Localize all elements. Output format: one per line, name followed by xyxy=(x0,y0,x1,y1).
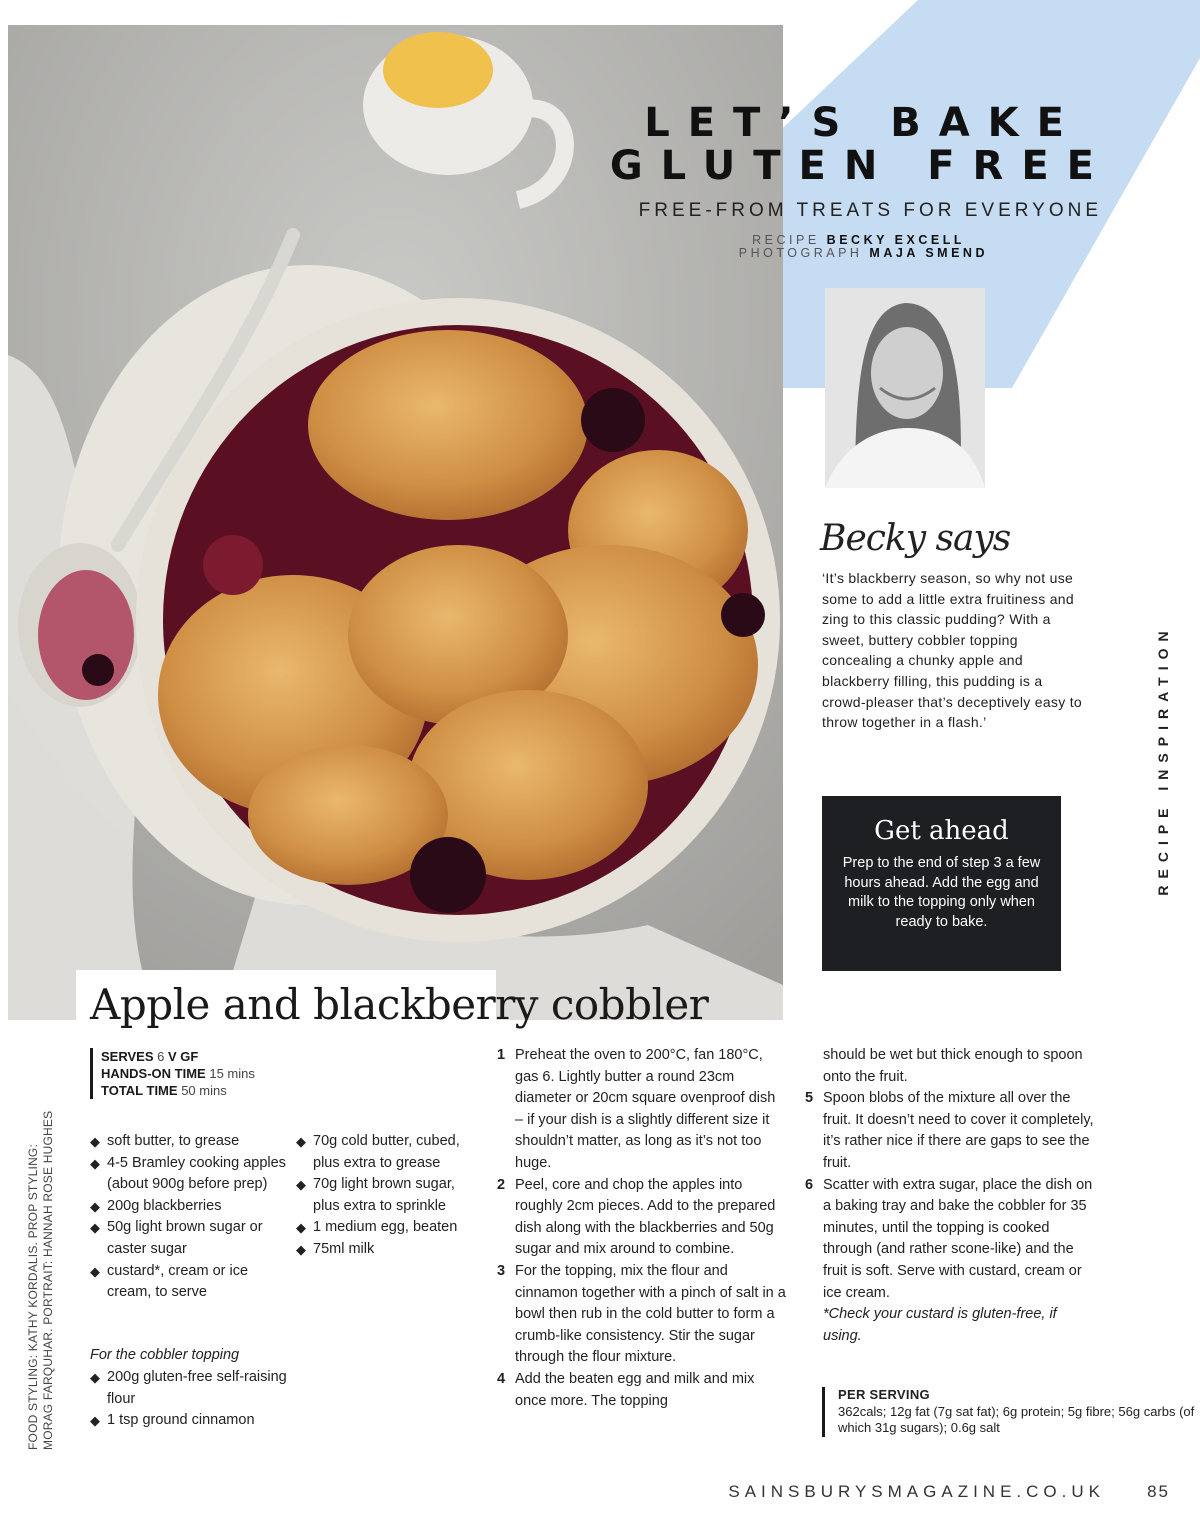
topping-heading: For the cobbler topping xyxy=(90,1347,240,1363)
ingredient-item: ◆ 70g cold butter, cubed, plus extra to grease xyxy=(296,1131,466,1174)
method-step xyxy=(497,1261,787,1369)
ingredient-item: ◆ 4-5 Bramley cooking apples (about 900g before prep) xyxy=(90,1153,290,1196)
page-subtitle: FREE-FROM TREATS FOR EVERYONE xyxy=(638,200,1102,221)
serves-label: SERVES xyxy=(101,1049,154,1064)
ingredients-column-1 xyxy=(90,1131,290,1304)
photo-credit-label: PHOTOGRAPH xyxy=(738,246,863,260)
method-step xyxy=(497,1045,787,1175)
per-serving-label: PER SERVING xyxy=(838,1387,930,1402)
per-serving-text: 362cals; 12g fat (7g sat fat); 6g protein; 5g fibre; 56g carbs (of which 31g sugars); 0.6g salt xyxy=(838,1403,1195,1436)
get-ahead-title: Get ahead xyxy=(874,816,1009,846)
custard-footnote: *Check your custard is gluten-free, if using. xyxy=(823,1306,1057,1344)
hands-on-value: 15 mins xyxy=(209,1066,255,1081)
section-side-label xyxy=(1146,600,1180,920)
recipe-credit-label: RECIPE xyxy=(752,233,820,247)
ingredient-item: ◆ 1 tsp ground cinnamon xyxy=(90,1410,290,1432)
ingredient-item: ◆ 50g light brown sugar or caster sugar xyxy=(90,1217,290,1260)
ingredient-item: ◆ 70g light brown sugar, plus extra to sprinkle xyxy=(296,1174,466,1217)
serves-value: 6 xyxy=(157,1049,165,1064)
method-column-2 xyxy=(805,1045,1095,1347)
page-number: 85 xyxy=(1147,1482,1170,1501)
styling-credits-line-1: FOOD STYLING: KATHY KORDALIS. PROP STYLING: xyxy=(26,1143,40,1450)
photo-credit xyxy=(739,246,988,260)
step-text: Preheat the oven to 200°C, fan 180°C, gas 6. Lightly butter a round 23cm diameter or 20cm square ovenproof dish – if your dish is a slightly different size it shouldn’t matter, as long as it’s not too huge. xyxy=(515,1047,776,1171)
photo-credit-name: MAJA SMEND xyxy=(869,246,988,260)
step-number: 6 xyxy=(805,1176,814,1193)
step-number: 4 xyxy=(497,1370,506,1387)
topping-ingredients xyxy=(90,1367,290,1432)
step-number: 5 xyxy=(805,1090,814,1107)
total-time-row xyxy=(101,1082,255,1099)
hands-on-row xyxy=(101,1065,255,1082)
footer-url: SAINSBURYSMAGAZINE.CO.UK xyxy=(728,1482,1105,1501)
step-number: 3 xyxy=(497,1262,506,1279)
method-step xyxy=(497,1369,787,1412)
step-text: Scatter with extra sugar, place the dish on a baking tray and bake the cobbler for 35 minutes, until the topping is cooked through (and rather scone-like) and the fruit is soft. Serve with custard, cream or ice cream. xyxy=(823,1176,1093,1301)
step-number: 2 xyxy=(497,1176,506,1193)
ingredients-column-2 xyxy=(296,1131,466,1261)
ingredient-item: ◆ custard*, cream or ice cream, to serve xyxy=(90,1261,290,1304)
step-number: 1 xyxy=(497,1047,506,1063)
diet-tags: V GF xyxy=(168,1049,199,1064)
styling-credits xyxy=(26,1100,62,1450)
per-serving-box xyxy=(822,1387,1200,1437)
ingredient-item: ◆ 75ml milk xyxy=(296,1239,466,1261)
get-ahead-box xyxy=(822,796,1061,971)
author-portrait xyxy=(825,288,985,488)
recipe-meta xyxy=(90,1048,255,1099)
styling-credits-line-2: MORAG FARQUHAR. PORTRAIT: HANNAH ROSE HUGHES xyxy=(41,1110,55,1450)
step-text: Add the beaten egg and milk and mix once more. The topping xyxy=(515,1370,755,1409)
recipe-title: Apple and blackberry cobbler xyxy=(90,980,709,1029)
page-title-line-2: GLUTEN FREE xyxy=(609,143,1112,189)
step-text: For the topping, mix the flour and cinnamon together with a pinch of salt in a bowl then rub in the cold butter to form a crumb-like consistency. Stir the sugar through the flour mixture. xyxy=(515,1262,786,1366)
method-column-1 xyxy=(497,1045,787,1412)
ingredient-item: ◆ soft butter, to grease xyxy=(90,1131,290,1153)
recipe-credit xyxy=(752,233,965,247)
hands-on-label: HANDS-ON TIME xyxy=(101,1066,206,1081)
becky-says-heading: Becky says xyxy=(820,518,1011,559)
total-time-label: TOTAL TIME xyxy=(101,1083,178,1098)
total-time-value: 50 mins xyxy=(181,1083,227,1098)
serves-row xyxy=(101,1048,255,1065)
method-step xyxy=(805,1088,1095,1174)
get-ahead-text: Prep to the end of step 3 a few hours ahead. Add the egg and milk to the topping only when ready to bake. xyxy=(842,855,1041,931)
becky-quote: ‘It’s blackberry season, so why not use some to add a little extra fruitiness and zing to this classic pudding? With a sweet, buttery cobbler topping concealing a chunky apple and blackberry filling, this pudding is a crowd-pleaser that’s deceptively easy to throw together in a flash.’ xyxy=(822,570,1082,731)
method-step xyxy=(805,1175,1095,1305)
section-side-label-text: RECIPE INSPIRATION xyxy=(1155,624,1171,896)
ingredient-item: ◆ 200g blackberries xyxy=(90,1196,290,1218)
step-text: Spoon blobs of the mixture all over the fruit. It doesn’t need to cover it completely, it’s rather nice if there are gaps to see the fruit. xyxy=(823,1090,1094,1171)
method-step-continuation xyxy=(805,1045,1095,1088)
page-title-line-1: LET’S BAKE xyxy=(644,100,1082,146)
step-text: should be wet but thick enough to spoon onto the fruit. xyxy=(823,1047,1083,1085)
ingredient-item: ◆ 1 medium egg, beaten xyxy=(296,1217,466,1239)
recipe-credit-name: BECKY EXCELL xyxy=(826,233,965,247)
step-text: Peel, core and chop the apples into roughly 2cm pieces. Add to the prepared dish along with the blackberries and 50g sugar and mix around to combine. xyxy=(515,1176,776,1258)
ingredient-item: ◆ 200g gluten-free self-raising flour xyxy=(90,1367,290,1410)
method-step xyxy=(497,1175,787,1261)
